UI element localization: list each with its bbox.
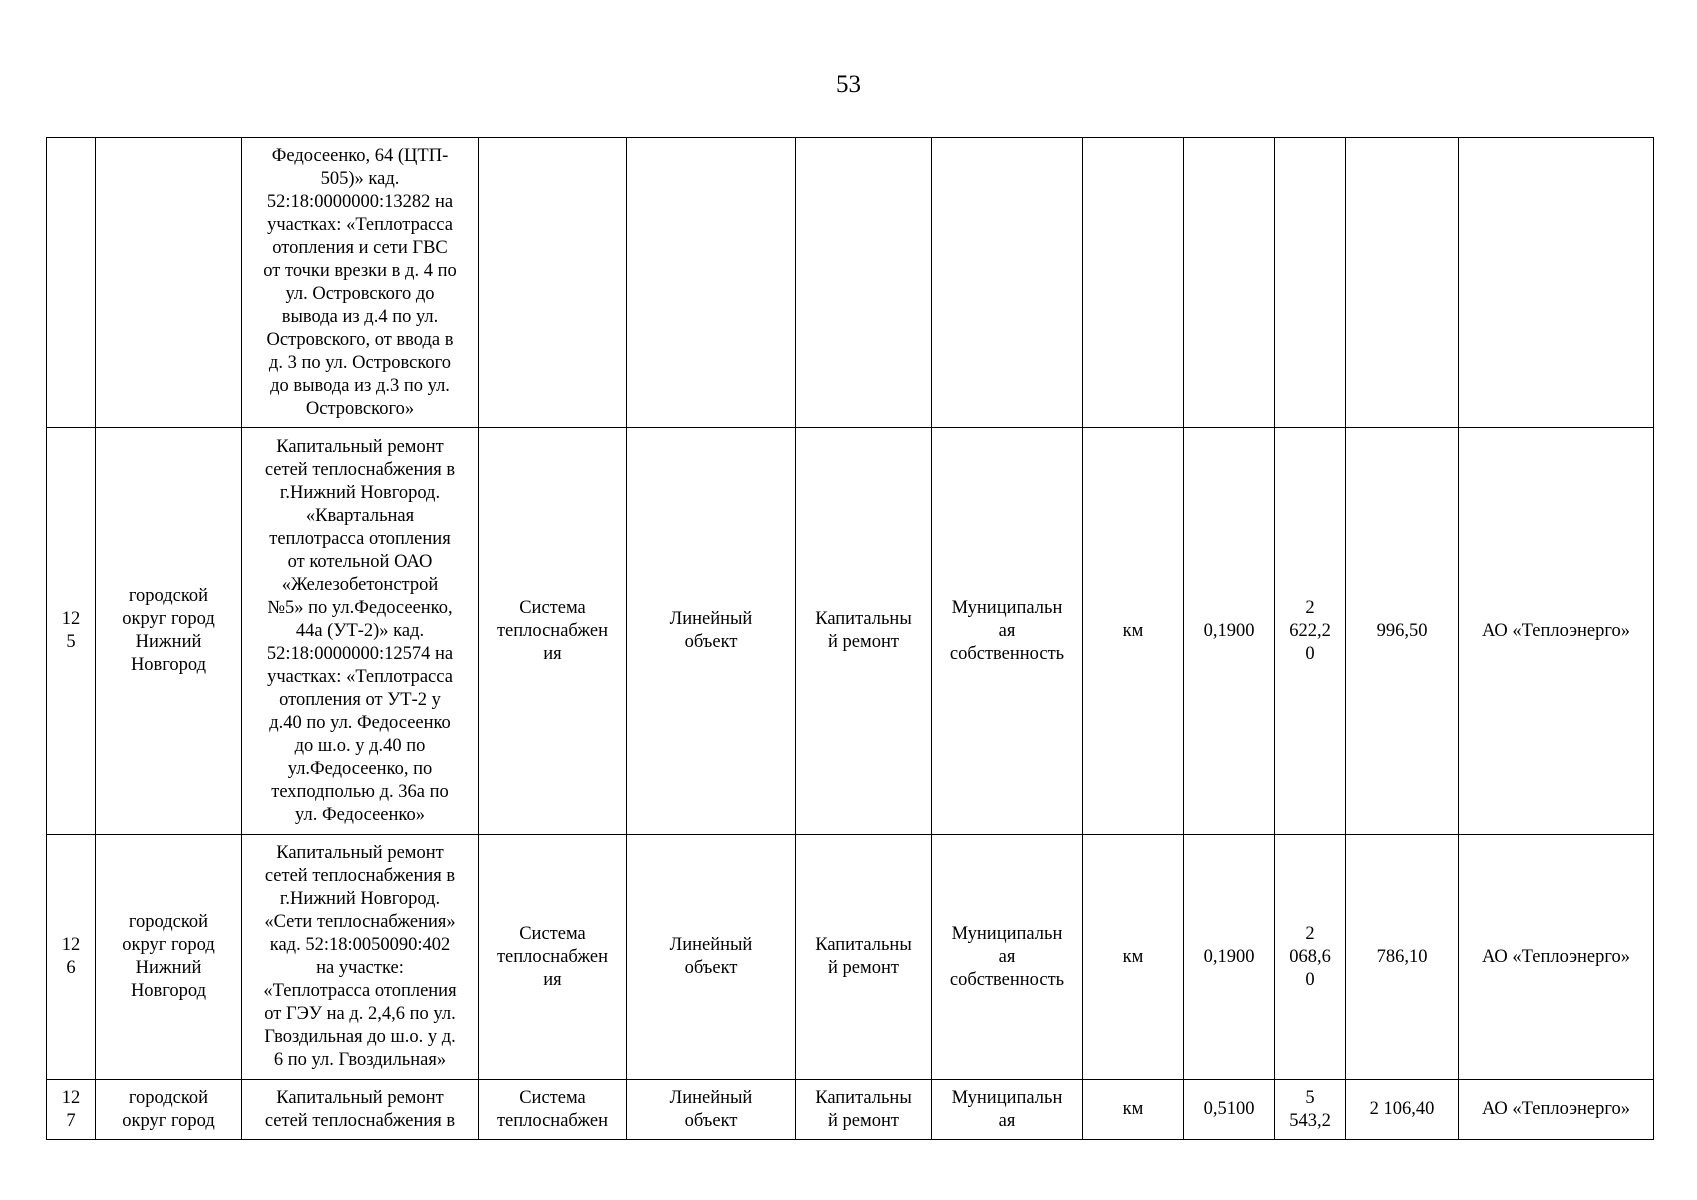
work-type-cell: Капитальны й ремонт [796, 1080, 932, 1140]
cost-cell [1275, 138, 1346, 428]
unit-cell: км [1083, 1080, 1184, 1140]
object-type-cell: Линейный объект [627, 428, 796, 835]
row-number-cell: 12 5 [47, 428, 96, 835]
row-number-cell: 12 7 [47, 1080, 96, 1140]
ownership-cell: Муниципальн ая собственность [932, 428, 1083, 835]
row-number-cell: 12 6 [47, 835, 96, 1080]
organization-cell [1459, 138, 1654, 428]
table-row [47, 138, 1654, 428]
ownership-cell [932, 138, 1083, 428]
cost-cell: 2 068,6 0 [1275, 835, 1346, 1080]
unit-cell: км [1083, 835, 1184, 1080]
unit-cell: км [1083, 428, 1184, 835]
work-type-cell [796, 138, 932, 428]
cost-cell: 2 622,2 0 [1275, 428, 1346, 835]
cost2-cell [1346, 138, 1459, 428]
register-table [46, 137, 1654, 1140]
work-type-cell: Капитальны й ремонт [796, 835, 932, 1080]
description-cell: Капитальный ремонт сетей теплоснабжения в г.Нижний Новгород. «Квартальная теплотрасса отопления от котельной ОАО «Железобетонстрой №5» по ул.Федосеенко, 44а (УТ-2)» кад. 52:18:0000000:12574 на участках: «Теплотрасса отопления от УТ-2 у д.40 по ул. Федосеенко до ш.о. у д.40 по ул.Федосеенко, по техподполью д. 36а по ул. Федосеенко» [242, 428, 479, 835]
cost2-cell: 996,50 [1346, 428, 1459, 835]
work-type-cell: Капитальны й ремонт [796, 428, 932, 835]
municipality-cell: городской округ город [96, 1080, 242, 1140]
quantity-cell [1184, 138, 1275, 428]
organization-cell: АО «Теплоэнерго» [1459, 428, 1654, 835]
unit-cell [1083, 138, 1184, 428]
system-cell [479, 138, 627, 428]
description-cell: Капитальный ремонт сетей теплоснабжения в [242, 1080, 479, 1140]
description-cell: Федосеенко, 64 (ЦТП- 505)» кад. 52:18:0000000:13282 на участках: «Теплотрасса отопления и сети ГВС от точки врезки в д. 4 по ул. Островского до вывода из д.4 по ул. Островского, от ввода в д. 3 по ул. Островского до вывода из д.3 по ул. Островского» [242, 138, 479, 428]
page-number: 53 [836, 71, 861, 98]
municipality-cell: городской округ город Нижний Новгород [96, 428, 242, 835]
quantity-cell: 0,1900 [1184, 835, 1275, 1080]
system-cell: Система теплоснабжен [479, 1080, 627, 1140]
municipality-cell: городской округ город Нижний Новгород [96, 835, 242, 1080]
quantity-cell: 0,1900 [1184, 428, 1275, 835]
object-type-cell [627, 138, 796, 428]
organization-cell: АО «Теплоэнерго» [1459, 835, 1654, 1080]
table-row [47, 1080, 1654, 1140]
table-row [47, 835, 1654, 1080]
cost-cell: 5 543,2 [1275, 1080, 1346, 1140]
description-cell: Капитальный ремонт сетей теплоснабжения в г.Нижний Новгород. «Сети теплоснабжения» кад. 52:18:0050090:402 на участке: «Теплотрасса отопления от ГЭУ на д. 2,4,6 по ул. Гвоздильная до ш.о. у д. 6 по ул. Гвоздильная» [242, 835, 479, 1080]
object-type-cell: Линейный объект [627, 835, 796, 1080]
cost2-cell: 786,10 [1346, 835, 1459, 1080]
system-cell: Система теплоснабжен ия [479, 835, 627, 1080]
ownership-cell: Муниципальн ая собственность [932, 835, 1083, 1080]
quantity-cell: 0,5100 [1184, 1080, 1275, 1140]
object-type-cell: Линейный объект [627, 1080, 796, 1140]
cost2-cell: 2 106,40 [1346, 1080, 1459, 1140]
ownership-cell: Муниципальн ая [932, 1080, 1083, 1140]
row-number-cell [47, 138, 96, 428]
organization-cell: АО «Теплоэнерго» [1459, 1080, 1654, 1140]
table-row [47, 428, 1654, 835]
municipality-cell [96, 138, 242, 428]
system-cell: Система теплоснабжен ия [479, 428, 627, 835]
